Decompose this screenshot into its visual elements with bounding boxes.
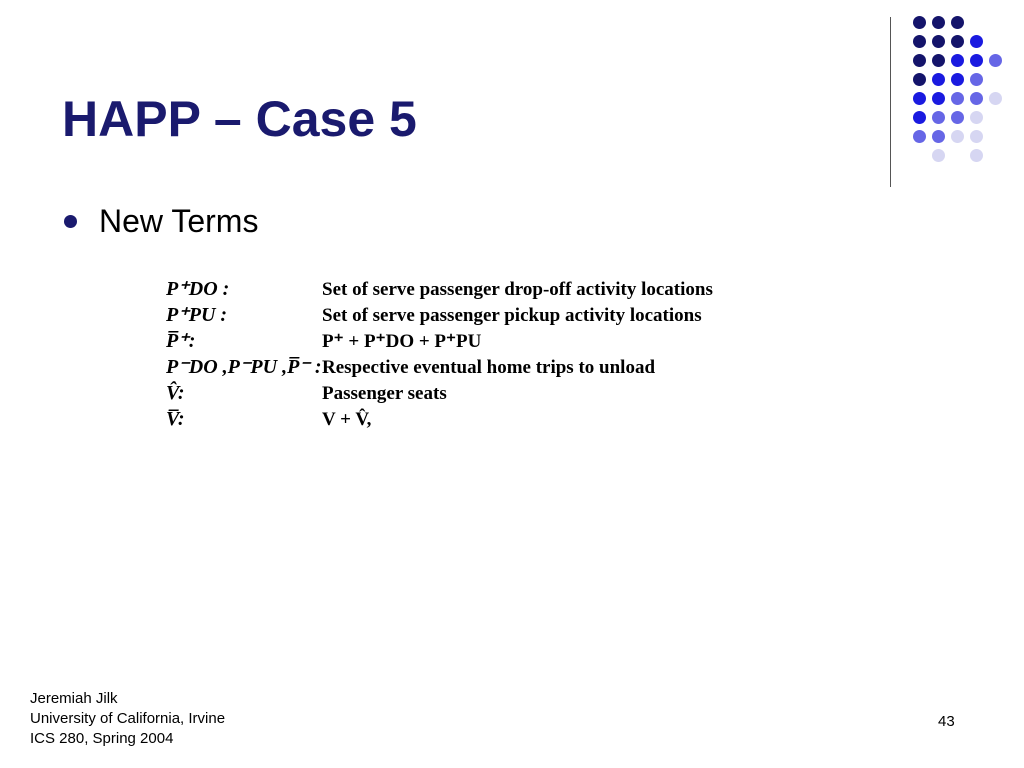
decorative-dot	[951, 92, 964, 105]
bullet-item	[64, 203, 258, 240]
footer-course: ICS 280, Spring 2004	[30, 730, 174, 747]
term-row	[166, 379, 713, 405]
term-symbol: P⁻DO ,P⁻PU ,P̅⁻ :	[166, 356, 322, 378]
slide-title: HAPP – Case 5	[62, 91, 417, 147]
decorative-dot	[913, 54, 926, 67]
decorative-dot	[932, 16, 945, 29]
divider-line	[890, 17, 891, 187]
footer	[30, 689, 225, 749]
decorative-dot	[932, 130, 945, 143]
footer-author: Jeremiah Jilk	[30, 690, 118, 707]
decorative-dot	[913, 73, 926, 86]
decorative-dot	[913, 16, 926, 29]
decorative-dot	[951, 35, 964, 48]
term-definition: P⁺ + P⁺DO + P⁺PU	[322, 331, 482, 352]
decorative-dot	[932, 54, 945, 67]
decorative-dot	[989, 54, 1002, 67]
term-definition: Set of serve passenger drop-off activity locations	[322, 279, 713, 300]
decorative-dot	[932, 111, 945, 124]
decorative-dot	[932, 149, 945, 162]
decorative-dot	[932, 73, 945, 86]
decorative-dot	[970, 130, 983, 143]
term-symbol: P̅⁺:	[166, 330, 196, 352]
decorative-dot	[970, 73, 983, 86]
term-row	[166, 405, 713, 431]
decorative-dot-matrix	[900, 12, 1020, 172]
bullet-text: New Terms	[99, 203, 259, 239]
term-definition: Passenger seats	[322, 383, 447, 404]
decorative-dot	[970, 111, 983, 124]
decorative-dot	[970, 54, 983, 67]
term-row	[166, 353, 713, 379]
decorative-dot	[970, 149, 983, 162]
footer-institution: University of California, Irvine	[30, 710, 226, 727]
term-definition: Respective eventual home trips to unload	[322, 357, 656, 378]
page-number: 43	[938, 713, 955, 730]
term-row	[166, 327, 713, 353]
term-symbol: V̅:	[166, 408, 185, 430]
decorative-dot	[951, 54, 964, 67]
decorative-dot	[932, 35, 945, 48]
decorative-dot	[951, 111, 964, 124]
decorative-dot	[913, 111, 926, 124]
term-row	[166, 275, 713, 301]
term-row	[166, 301, 713, 327]
term-definition: V + V̂,	[322, 409, 372, 430]
term-definition: Set of serve passenger pickup activity locations	[322, 305, 702, 326]
term-symbol: P⁺PU :	[166, 304, 228, 326]
bullet-icon	[64, 215, 77, 228]
decorative-dot	[951, 130, 964, 143]
term-symbol: V̂:	[166, 382, 185, 404]
decorative-dot	[970, 92, 983, 105]
decorative-dot	[989, 92, 1002, 105]
decorative-dot	[932, 92, 945, 105]
term-symbol: P⁺DO :	[166, 278, 230, 300]
decorative-dot	[913, 35, 926, 48]
decorative-dot	[913, 130, 926, 143]
decorative-dot	[951, 73, 964, 86]
decorative-dot	[970, 35, 983, 48]
decorative-dot	[913, 92, 926, 105]
terms-table	[166, 275, 713, 431]
decorative-dot	[951, 16, 964, 29]
